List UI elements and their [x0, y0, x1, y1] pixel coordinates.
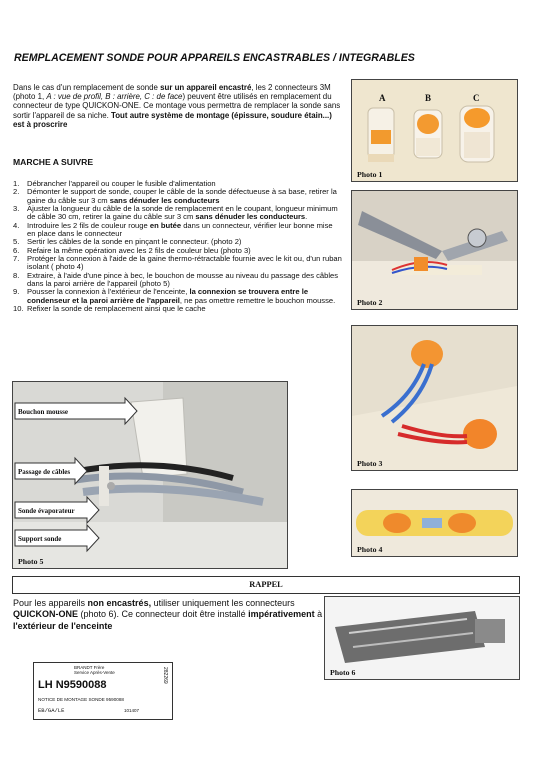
step-text-end: dans un connecteur, vérifier leur bonne mise en place dans le connecteur	[27, 220, 333, 239]
step-text-end: , ne pas omettre remettre le bouchon mousse.	[179, 295, 336, 305]
photo-1-label-b: B	[425, 93, 432, 103]
photo-3	[351, 325, 518, 471]
rappel-bold-3: impérativement	[248, 609, 315, 620]
step-item	[13, 205, 343, 222]
step-number: 7.	[13, 254, 20, 264]
label-code: 101407	[124, 708, 140, 713]
step-number: 8.	[13, 270, 20, 280]
callout-bouchon-mousse: Bouchon mousse	[18, 408, 68, 416]
photo-6-caption: Photo 6	[330, 668, 356, 677]
photo-5-image	[13, 382, 287, 568]
step-text: Ajuster la longueur du câble de la sonde de remplacement en le coupant, longueur minimum de câble 30 cm, retirer la gaine du câble sur 3 cm	[27, 204, 338, 222]
step-number: 4.	[13, 220, 20, 230]
rappel-paragraph	[13, 598, 323, 632]
callout-support-sonde: Support sonde	[18, 535, 62, 543]
photo-1-caption: Photo 1	[357, 170, 383, 179]
photo-4-caption: Photo 4	[357, 545, 383, 554]
photo-5-caption: Photo 5	[18, 557, 44, 566]
rappel-bold-4: l'extérieur de l'enceinte	[13, 620, 113, 631]
step-bold-text: sans dénuder les conducteurs	[109, 195, 220, 205]
photo-1-image	[352, 80, 517, 181]
step-text: Extraire, à l'aide d'une pince à bec, le bouchon de mousse au niveau du passage des câbles dans la paroi arrière de l'appareil (photo 5)	[27, 270, 339, 289]
step-number: 3.	[13, 204, 20, 214]
step-bold-text: en butée	[149, 220, 182, 230]
step-text: Démonter le support de sonde, couper le câble de la sonde défectueuse à sa base, retirer la gaine du câble sur 3 cm	[27, 187, 337, 205]
document-label	[33, 662, 173, 720]
label-company	[74, 665, 115, 675]
label-lang: EB/GA/LE	[38, 707, 65, 714]
photo-6	[324, 596, 520, 680]
callout-passage-cables: Passage de câbles	[18, 468, 71, 476]
connector-b-icon	[414, 110, 442, 158]
rappel-text-3: (photo 6). Ce connecteur doit être installé	[78, 609, 249, 620]
page-title: REMPLACEMENT SONDE POUR APPAREILS ENCASTRABLES / INTEGRABLES	[14, 52, 415, 64]
step-bold-text: sans dénuder les conducteurs	[195, 212, 306, 222]
rappel-bold-1: non encastrés,	[87, 598, 152, 608]
intro-bold-1: sur un appareil encastré	[160, 83, 252, 92]
photo-3-caption: Photo 3	[357, 459, 383, 468]
label-side-number: 282269	[162, 667, 168, 684]
step-number: 1.	[13, 179, 20, 188]
step-number: 10.	[13, 304, 24, 314]
section-heading: MARCHE A SUIVRE	[13, 157, 94, 167]
photo-1	[351, 79, 518, 182]
step-item	[13, 272, 343, 289]
intro-text-3: ) peuvent être utilisés en remplacement du connecteur de type QUICKON-ONE. Ce montage vous permettra de remplacer la sonde sans sortir l'appareil de sa niche.	[13, 92, 341, 120]
connector-a-icon	[368, 108, 394, 162]
intro-paragraph	[13, 83, 343, 129]
photo-4	[351, 489, 518, 557]
steps-list	[13, 180, 343, 314]
step-text: Débrancher l'appareil ou couper le fusible d'alimentation	[27, 179, 216, 188]
step-text: Sertir les câbles de la sonde en pinçant le connecteur. (photo 2)	[27, 237, 242, 247]
photo-5	[12, 381, 288, 569]
rappel-text-4: à	[314, 609, 323, 620]
step-item	[13, 305, 343, 313]
label-reference: LH N9590088	[38, 679, 107, 691]
rappel-bold-2: QUICKON-ONE	[13, 609, 78, 620]
step-bold-text: la connexion se trouvera entre le condenseur et la paroi arrière de l'appareil	[27, 287, 309, 305]
step-number: 6.	[13, 245, 20, 255]
photo-1-label-a: A	[379, 93, 386, 103]
step-number: 2.	[13, 187, 20, 197]
step-number: 5.	[13, 237, 20, 247]
step-item	[13, 188, 343, 205]
step-item	[13, 222, 343, 239]
rappel-text-2: utiliser uniquement les connecteurs	[151, 598, 295, 608]
intro-italic-1: A : vue de profil, B : arrière, C : de face	[46, 92, 183, 102]
intro-text-2: , les 2 connecteurs 3M (photo 1,	[13, 83, 331, 102]
photo-6-image	[325, 597, 519, 679]
callout-sonde-evaporateur: Sonde évaporateur	[18, 507, 75, 515]
rappel-bar: RAPPEL	[12, 576, 520, 594]
rappel-text-1: Pour les appareils	[13, 598, 88, 608]
label-company-line-2: Service Après-Vente	[74, 670, 115, 675]
step-text-end: .	[305, 212, 308, 222]
photo-1-label-c: C	[473, 93, 480, 103]
connector-c-icon	[460, 106, 494, 162]
step-item	[13, 255, 343, 272]
step-item	[13, 288, 343, 305]
step-text: Refaire la même opération avec les 2 fils de couleur bleu (photo 3)	[27, 245, 251, 255]
step-text: Protéger la connexion à l'aide de la gaine thermo-rétractable fournie avec le kit ou, d'un ruban isolant ( photo 4)	[27, 254, 342, 272]
photo-2-image	[352, 191, 517, 309]
step-number: 9.	[13, 287, 20, 297]
label-company-line-1: BRANDT Frère	[74, 665, 105, 670]
intro-bold-2: Tout autre système de montage (épissure, soudure étain...) est à proscrire	[13, 110, 332, 129]
step-text: Introduire les 2 fils de couleur rouge	[27, 220, 150, 230]
photo-2	[351, 190, 518, 310]
intro-text-1: Dans le cas d'un remplacement de sonde	[13, 83, 161, 92]
photo-2-caption: Photo 2	[357, 298, 383, 307]
step-text: Refixer la sonde de remplacement ainsi que le cache	[27, 304, 206, 314]
step-text: Pousser la connexion à l'extérieur de l'enceinte,	[27, 287, 190, 297]
label-notice: NOTICE DE MONTAGE SONDE 9590088	[38, 697, 124, 702]
photo-3-image	[352, 326, 517, 470]
